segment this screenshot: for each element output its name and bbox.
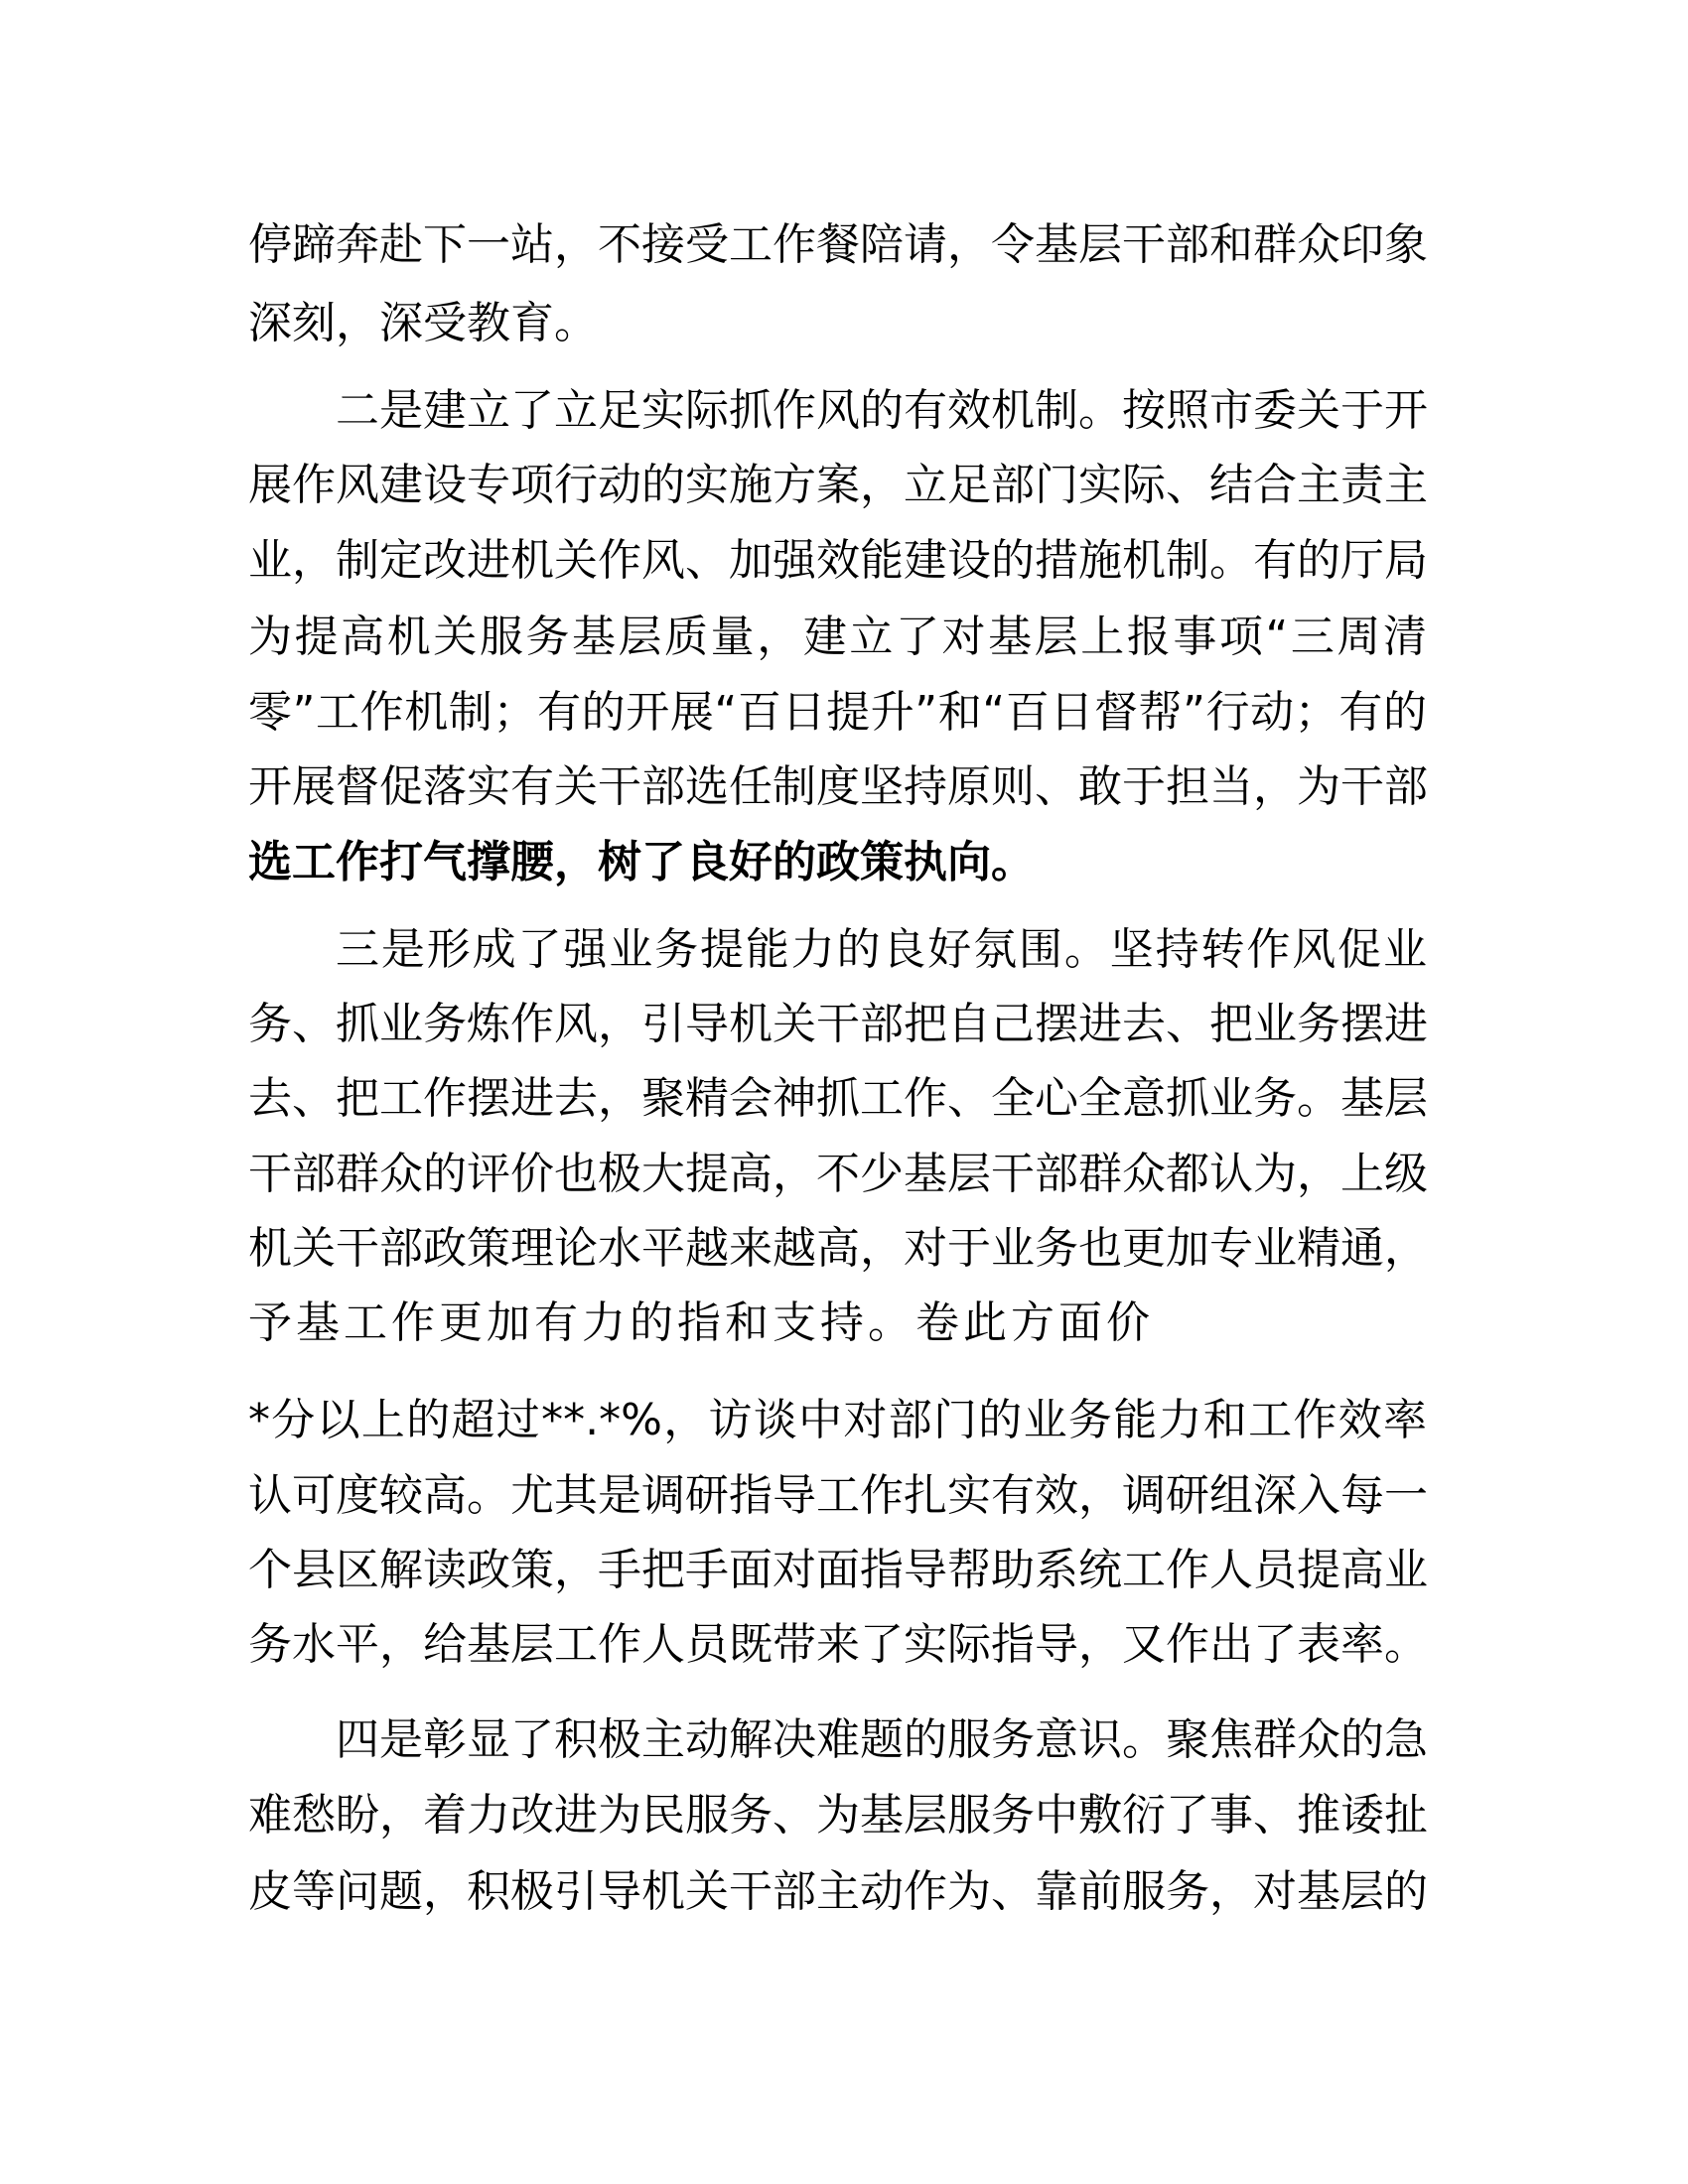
text-line: 零”工作机制；有的开展“百日提升”和“百日督帮”行动；有的 (248, 687, 1427, 738)
text-line: 业，制定改进机关作风、加强效能建设的措施机制。有的厅局 (248, 535, 1428, 586)
text-line: 展作风建设专项行动的实施方案，立足部门实际、结合主责主 (248, 460, 1428, 510)
text-line: 为提高机关服务基层质量，建立了对基层上报事项“三周清 (248, 612, 1427, 662)
text-line: 三是形成了强业务提能力的良好氛围。坚持转作风促业 (336, 924, 1427, 975)
text-line: 深刻，深受教育。 (248, 298, 598, 348)
text-line: 四是彰显了积极主动解决难题的服务意识。聚焦群众的急 (336, 1714, 1428, 1765)
text-line: 机关干部政策理论水平越来越高，对于业务也更加专业精通， (248, 1223, 1428, 1274)
text-line: 个县区解读政策，手把手面对面指导帮助系统工作人员提高业 (248, 1545, 1428, 1595)
text-line: 开展督促落实有关干部选任制度坚持原则、敢于担当，为干部 (248, 761, 1428, 812)
text-line: 务水平，给基层工作人员既带来了实际指导，又作出了表率。 (248, 1619, 1428, 1670)
text-line: 二是建立了立足实际抓作风的有效机制。按照市委关于开 (336, 385, 1428, 436)
text-line: 停蹄奔赴下一站，不接受工作餐陪请，令基层干部和群众印象 (248, 219, 1428, 270)
text-line: 难愁盼，着力改进为民服务、为基层服务中敷衍了事、推诿扯 (248, 1790, 1428, 1841)
text-line: *分以上的超过**.*%，访谈中对部门的业务能力和工作效率 (248, 1395, 1427, 1445)
text-line: 去、把工作摆进去，聚精会神抓工作、全心全意抓业务。基层 (248, 1073, 1428, 1124)
text-line: 选工作打气撑腰，树了良好的政策执向。 (248, 837, 1035, 887)
text-line: 干部群众的评价也极大提高，不少基层干部群众都认为，上级 (248, 1149, 1428, 1199)
text-line: 务、抓业务炼作风，引导机关干部把自己摆进去、把业务摆进 (248, 999, 1428, 1049)
text-line: 皮等问题，积极引导机关干部主动作为、靠前服务，对基层的 (248, 1866, 1428, 1917)
text-line: 予基工作更加有力的指和支持。卷此方面价 (248, 1297, 1154, 1348)
text-line: 认可度较高。尤其是调研指导工作扎实有效，调研组深入每一 (248, 1470, 1428, 1521)
